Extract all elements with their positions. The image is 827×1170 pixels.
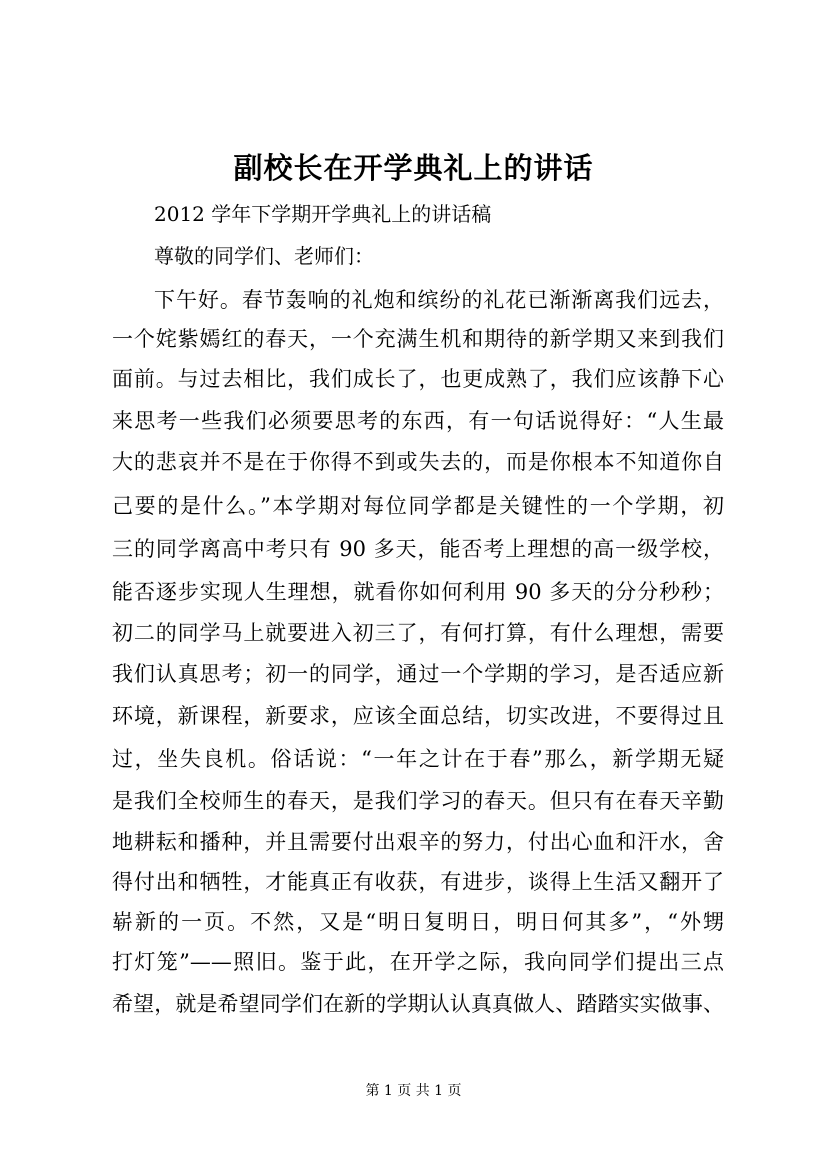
- body-line: 能否逐步实现人生理想，就看你如何利用 90 多天的分分秒秒；: [112, 580, 724, 604]
- page-footer: 第 1 页 共 1 页: [365, 1083, 462, 1099]
- body-line: 崭新的一页。不然，又是“明日复明日，明日何其多”，“外甥: [112, 910, 724, 934]
- document-subtitle: 2012 学年下学期开学典礼上的讲话稿: [154, 202, 492, 226]
- body-line: 三的同学离高中考只有 90 多天，能否考上理想的高一级学校，: [112, 537, 724, 561]
- body-line: 希望，就是希望同学们在新的学期认认真真做人、踏踏实实做事、: [112, 992, 724, 1016]
- body-line: 得付出和牺牲，才能真正有收获，有进步，谈得上生活又翻开了: [112, 870, 724, 894]
- body-line: 初二的同学马上就要进入初三了，有何打算，有什么理想，需要: [112, 621, 724, 645]
- salutation: 尊敬的同学们、老师们：: [154, 244, 374, 268]
- body-line: 是我们全校师生的春天，是我们学习的春天。但只有在春天辛勤: [112, 789, 724, 813]
- body-line: 面前。与过去相比，我们成长了，也更成熟了，我们应该静下心: [112, 367, 724, 391]
- body-line: 过，坐失良机。俗话说：“一年之计在于春”那么，新学期无疑: [112, 747, 724, 771]
- document-title: 副校长在开学典礼上的讲话: [233, 151, 594, 185]
- body-line: 来思考一些我们必须要思考的东西，有一句话说得好：“人生最: [112, 409, 724, 433]
- body-line: 己要的是什么。”本学期对每位同学都是关键性的一个学期，初: [112, 494, 724, 518]
- body-line: 一个姹紫嫣红的春天，一个充满生机和期待的新学期又来到我们: [112, 327, 724, 351]
- body-line: 下午好。春节轰响的礼炮和缤纷的礼花已渐渐离我们远去，: [154, 288, 724, 312]
- body-line: 地耕耘和播种，并且需要付出艰辛的努力，付出心血和汗水，舍: [112, 830, 724, 854]
- body-line: 环境，新课程，新要求，应该全面总结，切实改进，不要得过且: [112, 704, 724, 728]
- body-line: 大的悲哀并不是在于你得不到或失去的，而是你根本不知道你自: [112, 450, 724, 474]
- body-line: 打灯笼”——照旧。鉴于此，在开学之际，我向同学们提出三点: [112, 950, 724, 974]
- body-line: 我们认真思考；初一的同学，通过一个学期的学习，是否适应新: [112, 662, 724, 686]
